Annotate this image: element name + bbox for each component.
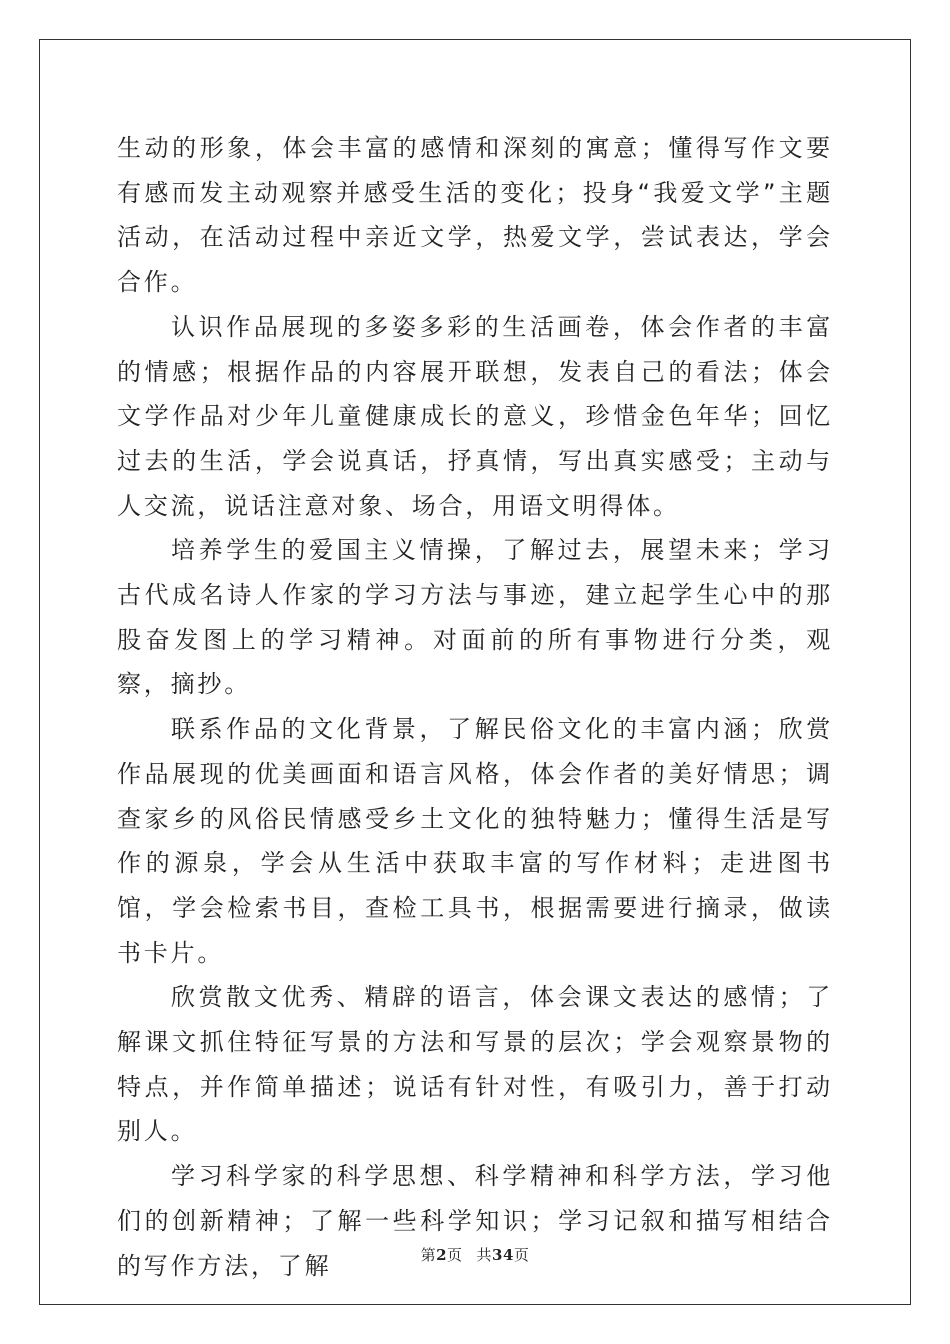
total-prefix: 共: [476, 1246, 493, 1264]
page-prefix: 第: [420, 1246, 437, 1264]
page-suffix: 页: [447, 1246, 463, 1264]
total-pages: 34: [492, 1246, 514, 1264]
paragraph: 培养学生的爱国主义情操，了解过去，展望未来；学习古代成名诗人作家的学习方法与事迹，建立起学生心中的那股奋发图上的学习精神。对面前的所有事物进行分类，观察，摘抄。: [117, 536, 833, 699]
total-suffix: 页: [513, 1246, 530, 1264]
page-footer: [0, 1244, 950, 1265]
page-number: 2: [436, 1246, 448, 1264]
document-body: [117, 126, 833, 1288]
paragraph: 欣赏散文优秀、精辟的语言，体会课文表达的感情；了解课文抓住特征写景的方法和写景的层次；学会观察景物的特点，并作简单描述；说话有针对性，有吸引力，善于打动别人。: [117, 983, 833, 1146]
paragraph: 联系作品的文化背景，了解民俗文化的丰富内涵；欣赏作品展现的优美画面和语言风格，体会作者的美好情思；调查家乡的风俗民情感受乡土文化的独特魅力；懂得生活是写作的源泉，学会从生活中获取丰富的写作材料；走进图书馆，学会检索书目，查检工具书，根据需要进行摘录，做读书卡片。: [117, 715, 833, 967]
paragraph-continued: 生动的形象，体会丰富的感情和深刻的寓意；懂得写作文要有感而发主动观察并感受生活的变化；投身“我爱文学”主题活动，在活动过程中亲近文学，热爱文学，尝试表达，学会合作。: [117, 134, 833, 297]
paragraph: 认识作品展现的多姿多彩的生活画卷，体会作者的丰富的情感；根据作品的内容展开联想，发表自己的看法；体会文学作品对少年儿童健康成长的意义，珍惜金色年华；回忆过去的生活，学会说真话，抒真情，写出真实感受；主动与人交流，说话注意对象、场合，用语文明得体。: [117, 312, 833, 520]
paragraph: 学习科学家的科学思想、科学精神和科学方法，学习他们的创新精神；了解一些科学知识；学习记叙和描写相结合的写作方法，了解: [117, 1162, 833, 1280]
